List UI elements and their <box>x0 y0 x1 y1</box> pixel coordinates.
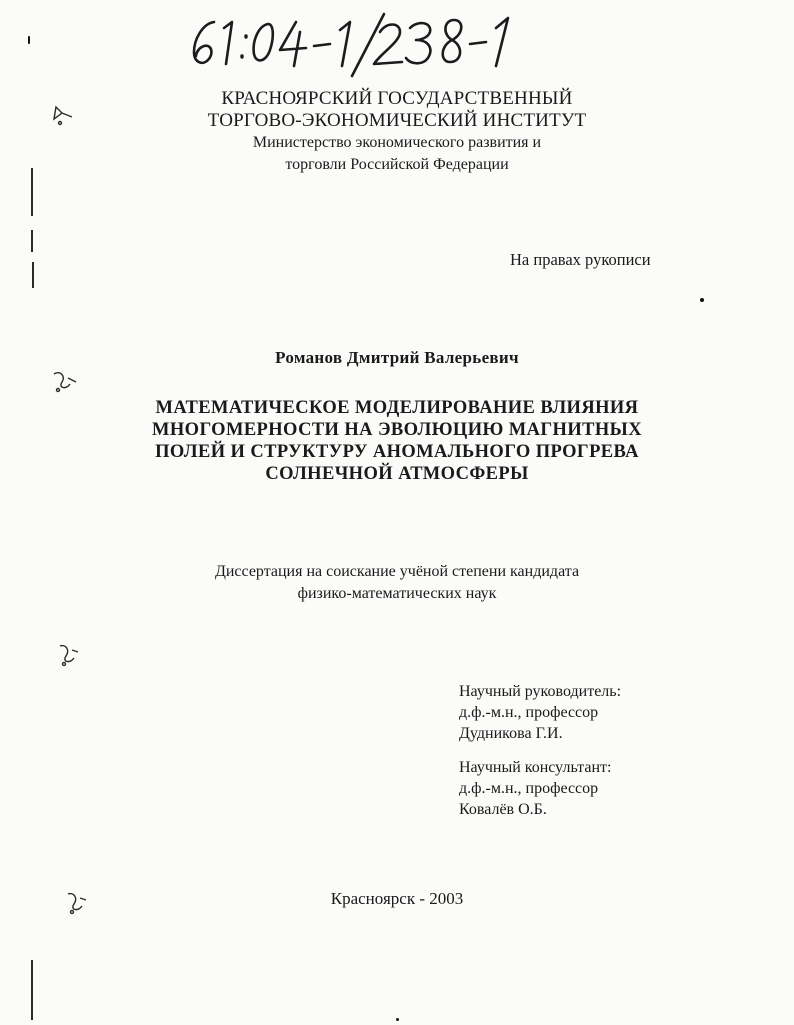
title-line4: СОЛНЕЧНОЙ АТМОСФЕРЫ <box>265 464 529 484</box>
manuscript-rights: На правах рукописи <box>510 250 651 269</box>
supervisor-name: Дудникова Г.И. <box>459 725 563 742</box>
consultant-degree: д.ф.-м.н., профессор <box>459 780 599 797</box>
scan-margin-line <box>31 960 33 1020</box>
scan-margin-line <box>31 230 33 252</box>
ministry-line2: торговли Российской Федерации <box>285 156 509 173</box>
city-year: Красноярск - 2003 <box>330 889 464 908</box>
author-name: Романов Дмитрий Валерьевич <box>275 348 519 367</box>
scan-dot <box>28 36 30 44</box>
supervisor-degree: д.ф.-м.н., профессор <box>459 704 599 721</box>
institution-header <box>0 88 794 176</box>
consultant-name: Ковалёв О.Б. <box>459 801 547 818</box>
ministry-line1: Министерство экономического развития и <box>252 134 542 151</box>
dissertation-line2: физико-математических наук <box>297 585 497 602</box>
consultant-role: Научный консультант: <box>459 759 612 776</box>
institution-name-line1: КРАСНОЯРСКИЙ ГОСУДАРСТВЕННЫЙ <box>221 88 573 109</box>
supervisor-block <box>459 681 621 744</box>
scan-dot <box>396 1018 399 1021</box>
scan-mark-icon <box>48 368 80 396</box>
title-line2: МНОГОМЕРНОСТИ НА ЭВОЛЮЦИЮ МАГНИТНЫХ <box>152 420 642 440</box>
title-line1: МАТЕМАТИЧЕСКОЕ МОДЕЛИРОВАНИЕ ВЛИЯНИЯ <box>155 398 639 418</box>
dissertation-line1: Диссертация на соискание учёной степени кандидата <box>214 563 580 580</box>
institution-name-line2: ТОРГОВО-ЭКОНОМИЧЕСКИЙ ИНСТИТУТ <box>207 110 587 131</box>
dissertation-description <box>0 561 794 605</box>
handwritten-archive-code <box>180 8 520 78</box>
consultant-block <box>459 757 611 820</box>
title-line3: ПОЛЕЙ И СТРУКТУРУ АНОМАЛЬНОГО ПРОГРЕВА <box>155 442 639 462</box>
supervisor-role: Научный руководитель: <box>459 683 622 700</box>
dissertation-title <box>0 397 794 485</box>
scan-margin-line <box>32 262 34 288</box>
scan-mark-icon <box>54 640 82 670</box>
scan-dot <box>700 298 704 302</box>
handwritten-code-text: 61:04-1/238-1 <box>180 77 186 78</box>
